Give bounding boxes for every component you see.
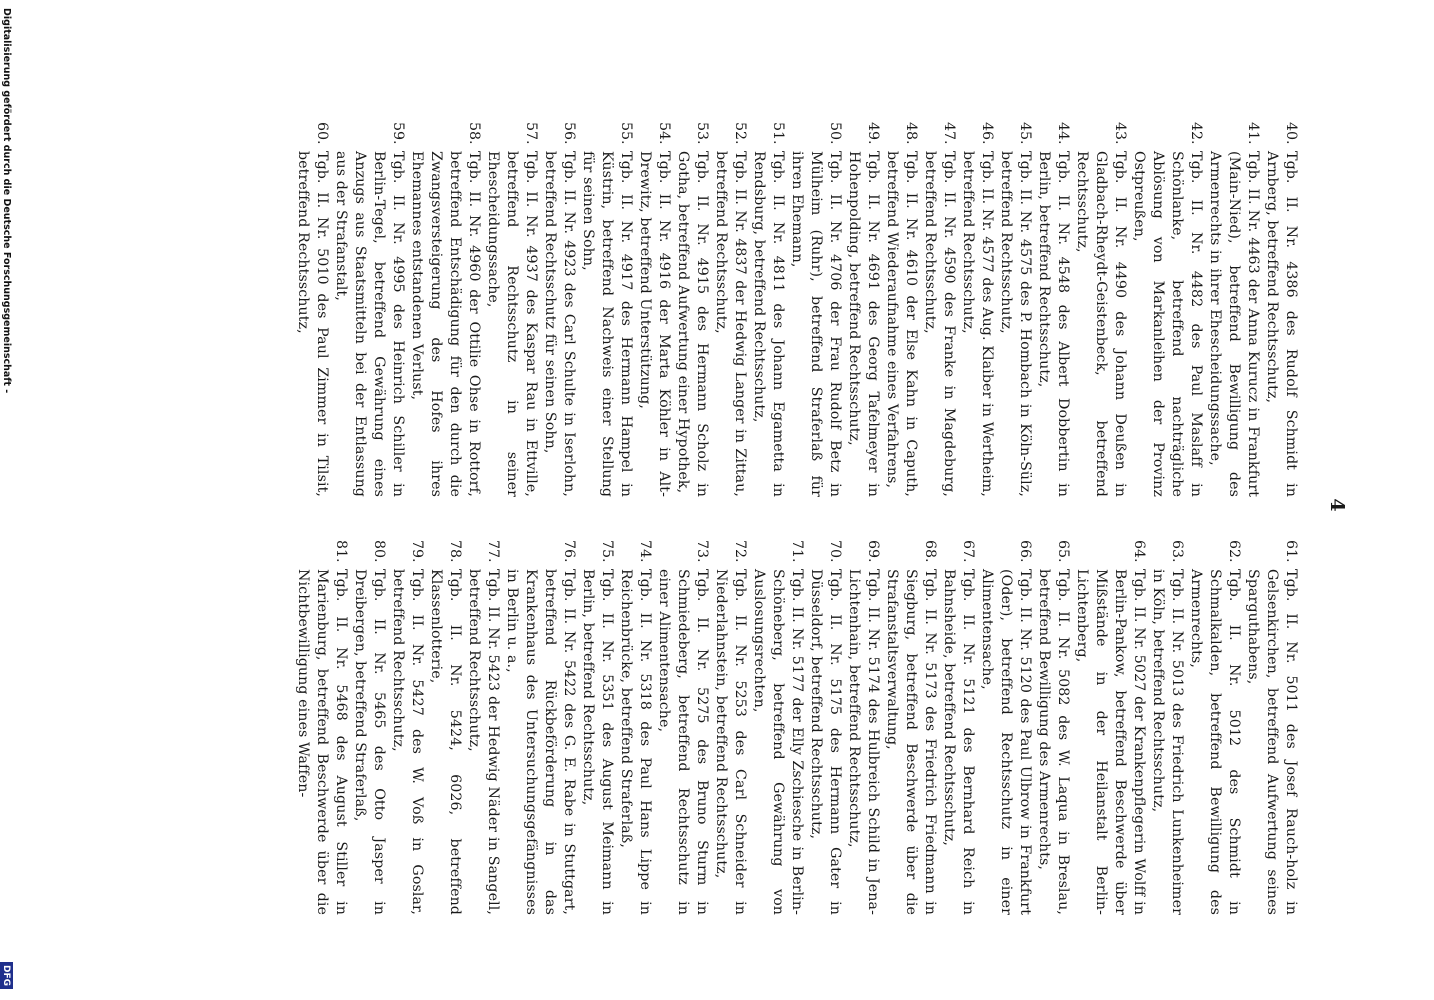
entry-text: Tgb. II. Nr. 5423 der Hedwig Näder in Sangell, betreffend Rechtsschutz, [466,569,501,915]
entry-number: 45. [1017,122,1033,145]
petition-entry [1129,122,1205,497]
entry-number: 58. [466,122,482,145]
entry-text: Tgb. II. Nr. 4482 des Paul Maslaff in Schönlanke, betreffend nachträgliche Ablösung von Markanleihen der Provinz Ostpreußen, [1131,151,1204,497]
entry-text: Tgb. II. Nr. 5010 des Paul Zimmer in Tilsit, betreffend Rechtsschutz, [295,151,330,497]
petition-entry [996,122,1034,497]
petition-entry [806,540,844,915]
entry-number: 49. [865,122,881,145]
entry-number: 80. [371,540,387,563]
entry-text: Tgb. II. Nr. 5424, 6026, betreffend Klassenlotterie, [428,569,463,915]
entry-text: Tgb. II. Nr. 5027 der Krankenpflegerin Wolff in Berlin-Pankow, betreffend Beschwerde über Mißstände in der Heilanstalt Berlin-Lichtenberg, [1074,569,1147,915]
entry-text: Tgb. II. Nr. 4691 des Georg Tafelmeyer in Hohenpolding, betreffend Rechtsschutz, [846,151,881,497]
petition-entry [331,122,407,497]
entry-text: Tgb. II. Nr. 5177 der Elly Zschiesche in Berlin-Schöneberg, betreffend Gewährung von Auslosungsrechten, [751,569,805,915]
petition-entry [426,540,464,915]
petition-entry [616,540,654,915]
petition-entry [711,122,749,497]
entry-number: 57. [523,122,539,145]
entry-number: 68. [922,540,938,563]
entry-number: 81. [333,540,349,563]
entry-text: Tgb. II. Nr. 4548 des Albert Dobbertin in Berlin, betreffend Rechtsschutz, [1036,151,1071,497]
petition-entry [293,540,350,915]
entry-number: 62. [1226,540,1242,563]
entry-text: Tgb. II. Nr. 4960 der Ottilie Ohse in Rottorf, betreffend Entschädigung für den durch die Zwangsversteigerung des Hofes ihres Ehemannes entstandenen Verlust, [409,151,482,497]
petition-entry [1034,540,1072,915]
entry-number: 72. [732,540,748,563]
petition-entry [1262,122,1300,497]
entry-text: Tgb. II. Nr. 4937 des Kaspar Rau in Ettville, betreffend Rechtsschutz in seiner Ehescheidungssache, [485,151,539,497]
entry-number: 56. [561,122,577,145]
entry-number: 73. [694,540,710,563]
petition-entry [540,122,578,497]
entry-number: 76. [561,540,577,563]
entry-text: Tgb. II. Nr. 5120 des Paul Ulbrow in Frankfurt (Oder), betreffend Rechtsschutz in einer Alimentensache, [979,569,1033,915]
entry-number: 79. [409,540,425,563]
right-column [293,540,1300,915]
entry-number: 47. [941,122,957,145]
left-column [293,122,1300,497]
entry-text: Tgb. II. Nr. 5422 des G. E. Rabe in Stuttgart, betreffend Rückbeförderung in das Krankenhaus des Untersuchungsgefängnisses in Berlin u. a., [504,569,577,915]
entry-number: 41. [1245,122,1261,145]
petition-entry [844,122,882,497]
entry-text: Tgb. II. Nr. 5173 des Friedrich Friedmann in Siegburg, betreffend Beschwerde über die Strafanstaltsverwaltung, [884,569,938,915]
entry-text: Tgb. II. Nr. 4610 der Else Kahn in Caputh, betreffend Wiederaufnahme eines Verfahrens, [884,151,919,497]
entry-number: 53. [694,122,710,145]
entry-text: Tgb. II. Nr. 4811 des Johann Egametta in Rendsburg, betreffend Rechtsschutz, [751,151,786,497]
petition-entry [1034,122,1072,497]
dfg-logo: DFG [0,962,13,989]
entry-text: Tgb. II. Nr. 5174 des Hulbreich Schild in Jena-Lichtenhain, betreffend Rechtsschutz, [846,569,881,915]
entry-number: 54. [656,122,672,145]
entry-number: 51. [770,122,786,145]
entry-number: 52. [732,122,748,145]
entry-text: Tgb. II. Nr. 4577 des Aug. Klaiber in Wertheim, betreffend Rechtsschutz, [960,151,995,497]
entry-text: Tgb. II. Nr. 5468 des August Stiller in Marienburg, betreffend Beschwerde über die Nichtbewilligung eines Waffen- [295,569,349,915]
entry-text: Tgb. II. Nr. 4590 des Franke in Magdeburg, betreffend Rechtsschutz, [922,151,957,497]
entry-number: 48. [903,122,919,145]
petition-entry [407,122,483,497]
petition-entry [464,540,502,915]
entry-text: Tgb. II. Nr. 5175 des Hermann Gater in Düsseldorf, betreffend Rechtsschutz, [808,569,843,915]
entry-text: Tgb. II. Nr. 4995 des Heinrich Schiller in Berlin-Tegel, betreffend Gewährung eines Anzugs aus Staatsmitteln bei der Entlassung aus der Strafanstalt, [333,151,406,497]
entry-text: Tgb. II. Nr. 4490 des Johann Deußen in Gladbach-Rheydt-Geistenbeck, betreffend Rechtsschutz, [1074,151,1128,497]
entry-text: Tgb. II. Nr. 5318 des Paul Hans Lippe in Reichenbrücke, betreffend Straferlaß, [618,569,653,915]
entry-text: Tgb. II. Nr. 4923 des Carl Schulte in Iserlohn, betreffend Rechtsschutz für seinen Sohn, [542,151,577,497]
entry-number: 75. [599,540,615,563]
petition-entry [882,540,939,915]
entry-text: Tgb. II. Nr. 5351 des August Meimann in Berlin, betreffend Rechtsschutz, [580,569,615,915]
petition-entry [1148,540,1186,915]
entry-number: 55. [618,122,634,145]
petition-entry [578,122,635,497]
petition-entry [635,122,673,497]
entry-text: Tgb. II. Nr. 4386 des Rudolf Schmidt in Arnberg, betreffend Rechtsschutz, [1264,151,1299,497]
entry-number: 78. [447,540,463,563]
entry-text: Tgb. II. Nr. 5427 des W. Voß in Goslar, betreffend Rechtsschutz, [390,569,425,915]
entry-text: Tgb. II. Nr. 4463 der Anna Kurucz in Frankfurt (Main-Nied), betreffend Bewilligung des Armenrechts in ihrer Ehescheidungssache, [1207,151,1261,497]
petition-entry [388,540,426,915]
petition-entry [293,122,331,497]
petition-entry [939,540,977,915]
entry-text: Tgb. II. Nr. 4706 der Frau Rudolf Betz in Mülheim (Ruhr), betreffend Straferlaß für ihren Ehemann, [789,151,843,497]
entry-text: Tgb. II. Nr. 5121 des Bernhard Reich in Bahnsheide, betreffend Rechtsschutz, [941,569,976,915]
petition-entry [1072,122,1129,497]
petition-entry [977,540,1034,915]
entry-number: 59. [390,122,406,145]
entry-text: Tgb. II. Nr. 4915 des Hermann Scholz in Gotha, betreffend Aufwertung einer Hypothek, [675,151,710,497]
petition-entry [749,122,787,497]
entry-number: 46. [979,122,995,145]
entry-text: Tgb. II. Nr. 5275 des Bruno Sturm in Schmiedeberg, betreffend Rechtsschutz in einer Alimentensache, [656,569,710,915]
entry-number: 64. [1131,540,1147,563]
petition-entry [749,540,806,915]
petition-entry [711,540,749,915]
petition-entry [502,540,578,915]
petition-entry [1243,540,1300,915]
entry-text: Tgb. II. Nr. 4917 des Hermann Hampel in Küstrin, betreffend Nachweis einer Stellung für seinen Sohn, [580,151,634,497]
petition-entry [673,122,711,497]
entry-number: 71. [789,540,805,563]
entry-number: 69. [865,540,881,563]
entry-text: Tgb. II. Nr. 5013 des Friedrich Lunkenheimer in Köln, betreffend Rechtsschutz, [1150,569,1185,915]
petition-entry [1205,122,1262,497]
petition-entry [958,122,996,497]
entry-number: 70. [827,540,843,563]
entry-number: 40. [1283,122,1299,145]
entry-text: Tgb. II. Nr. 5011 des Josef Rauch-holz in Gelsenkirchen, betreffend Aufwertung seines Sparguthabens, [1245,569,1299,915]
entry-number: 50. [827,122,843,145]
page-number: 4 [1326,498,1348,512]
entry-number: 66. [1017,540,1033,563]
petition-entry [882,122,920,497]
petition-entry [654,540,711,915]
entry-text: Tgb. II. Nr. 4837 der Hedwig Langer in Zittau, betreffend Rechtsschutz, [713,151,748,497]
petition-entry [1072,540,1148,915]
petition-entry [1186,540,1243,915]
entry-number: 63. [1169,540,1185,563]
entry-number: 67. [960,540,976,563]
petition-entry [483,122,540,497]
entry-number: 60. [314,122,330,145]
entry-text: Tgb. II. Nr. 5012 des Schmidt in Schmalkalden, betreffend Bewilligung des Armenrechts, [1188,569,1242,915]
entry-text: Tgb. II. Nr. 4575 des P. Hombach in Köln-Sülz, betreffend Rechtsschutz, [998,151,1033,497]
entry-number: 77. [485,540,501,563]
entry-number: 65. [1055,540,1071,563]
petition-entry [350,540,388,915]
entry-number: 42. [1188,122,1204,145]
entry-text: Tgb. II. Nr. 5253 des Carl Schneider in Niederlahnstein, betreffend Rechtsschutz, [713,569,748,915]
entry-number: 74. [637,540,653,563]
petition-entry [920,122,958,497]
petition-entry [844,540,882,915]
petition-entry [787,122,844,497]
entry-number: 61. [1283,540,1299,563]
entry-text: Tgb. II. Nr. 4916 der Marta Köhler in Alt-Drewitz, betreffend Unterstützung, [637,151,672,497]
entry-number: 43. [1112,122,1128,145]
entry-number: 44. [1055,122,1071,145]
petition-entry [578,540,616,915]
digitization-credit: Digitalisierung gefördert durch die Deutsche Forschungsgemeinschaft - [1,8,12,394]
entry-text: Tgb. II. Nr. 5465 des Otto Jasper in Dreibergen, betreffend Straferlaß, [352,569,387,915]
entry-text: Tgb. II. Nr. 5082 des W. Laqua in Breslau, betreffend Bewilligung des Armenrechts, [1036,569,1071,915]
